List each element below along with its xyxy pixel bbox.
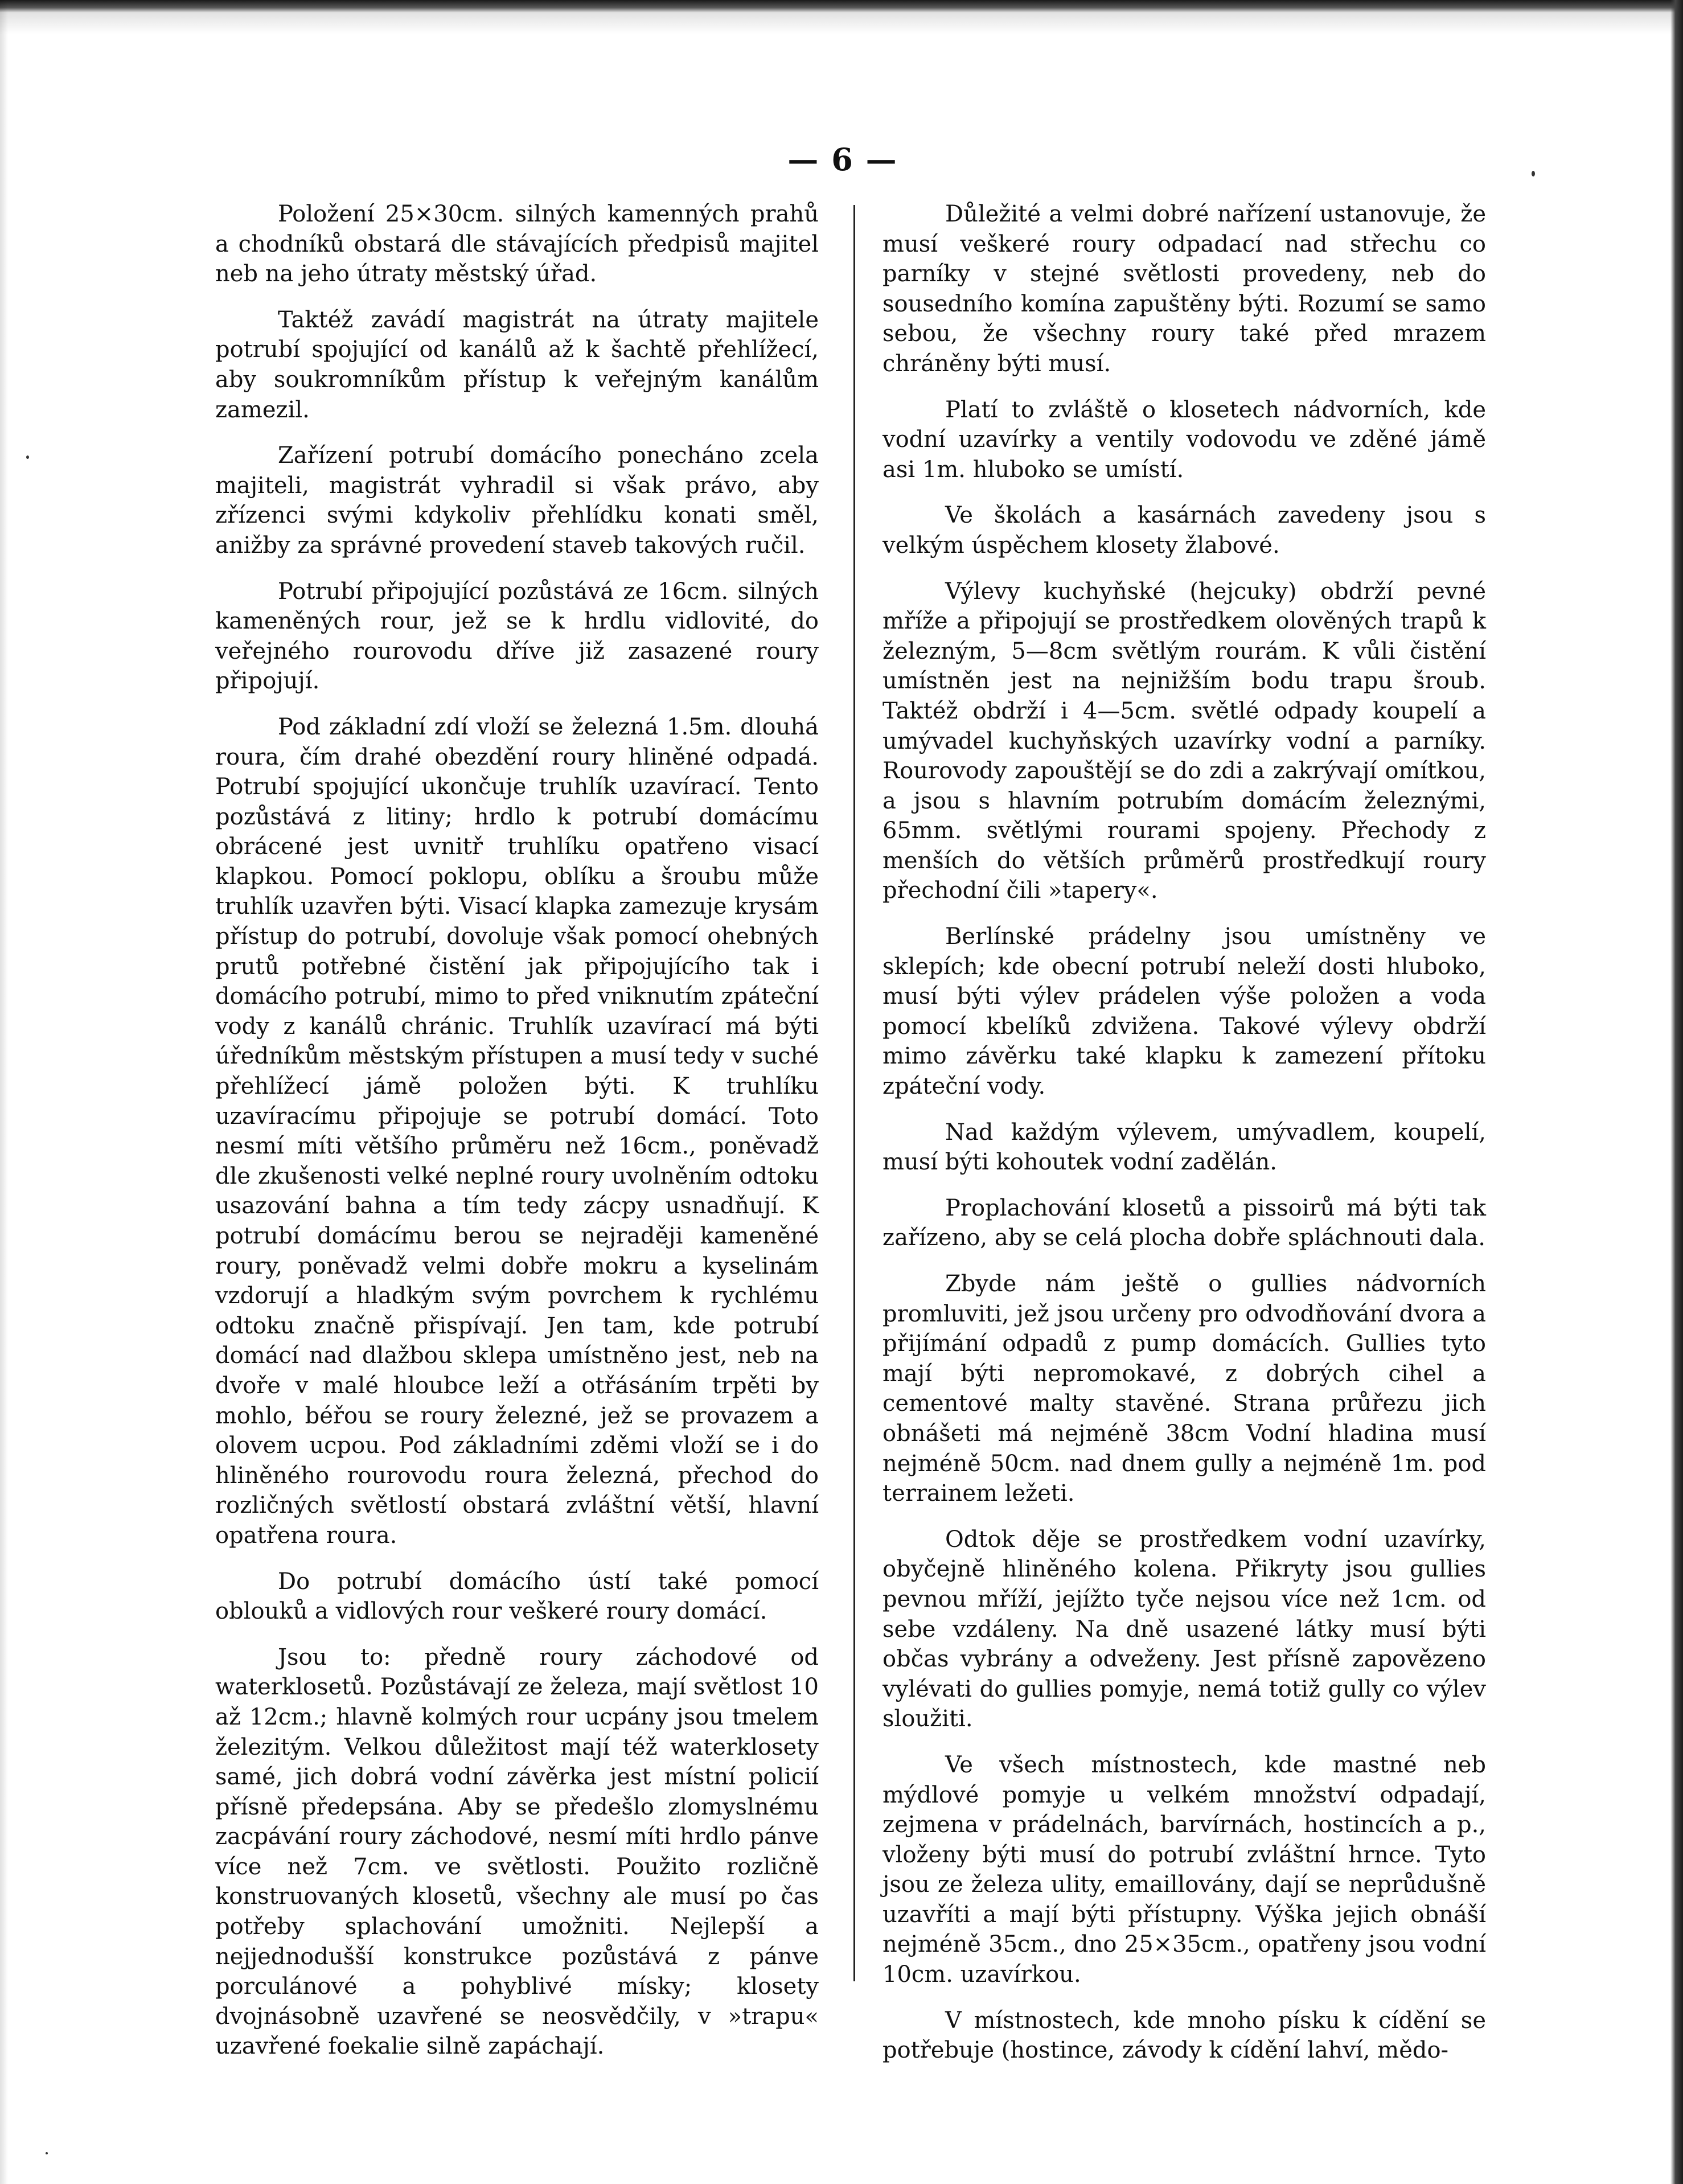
paragraph: V místnostech, kde mnoho písku k cídění se potřebuje (hostince, závody k cídění lahví, mědo- bbox=[882, 2007, 1486, 2064]
page-number: — 6 — bbox=[787, 141, 898, 178]
paragraph: Do potrubí domácího ústí také pomocí oblouků a vidlových rour veškeré roury domácí. bbox=[215, 1568, 819, 1625]
right-column bbox=[882, 199, 1486, 2082]
paragraph: Ve všech místnostech, kde mastné neb mýdlové pomyje u velkém množství odpadají, zejmena v prádelnách, barvírnách, hostincích a p., vloženy býti musí do potrubí zvláštní hrnce. Tyto jsou ze železa ulity, emaillovány, dají se neprůdušně uzavříti a mají býti přístupny. Výška jejich obnáší nejméně 35cm., dno 25×35cm., opatřeny jsou vodní 10cm. uzavírkou. bbox=[882, 1751, 1486, 1988]
column-divider bbox=[853, 205, 855, 1981]
scan-top-border bbox=[0, 0, 1683, 13]
paragraph: Platí to zvláště o klosetech nádvorních, kde vodní uzavírky a ventily vodovodu ve zděné jámě asi 1m. hluboko se umístí. bbox=[882, 396, 1486, 483]
left-column bbox=[215, 199, 819, 2078]
paragraph: Výlevy kuchyňské (hejcuky) obdrží pevné mříže a připojují se prostředkem olověných trapů k železným, 5—8cm světlým rourám. K vůli čistění umístněn jest na nejnižším bodu trapu šroub. Taktéž obdrží i 4—5cm. světlé odpady koupelí a umývadel kuchyňských uzavírky vodní a parníky. Rourovody zapouštějí se do zdi a zakrývají omítkou, a jsou s hlavním potrubím domácím železnými, 65mm. světlými rourami spojeny. Přechody z menších do větších průměrů prostředkují roury přechodní čili »tapery«. bbox=[882, 578, 1486, 904]
paragraph: Položení 25×30cm. silných kamenných prahů a chodníků obstará dle stávajících předpisů majitel neb na jeho útraty městský úřad. bbox=[215, 201, 819, 288]
scan-speck bbox=[46, 2152, 48, 2154]
scan-left-shadow bbox=[0, 0, 8, 2184]
paragraph: Odtok děje se prostředkem vodní uzavírky, obyčejně hliněného kolena. Přikryty jsou gullies pevnou mříží, jejížto tyče nejsou více než 1cm. od sebe vzdáleny. Na dně usazené látky musí býti občas vybrány a odveženy. Jest přísně zapovězeno vylévati do gullies pomyje, nemá totiž gully co výlev sloužiti. bbox=[882, 1526, 1486, 1733]
paragraph: Taktéž zavádí magistrát na útraty majitele potrubí spojující od kanálů až k šachtě přehlížecí, aby soukromníkům přístup k veřejným kanálům zamezil. bbox=[215, 306, 819, 423]
paragraph: Jsou to: předně roury záchodové od waterklosetů. Pozůstávají ze železa, mají světlost 10 až 12cm.; hlavně kolmých rour ucpány jsou tmelem železitým. Velkou důležitost mají též waterklosety samé, jich dobrá vodní závěrka jest místní policií přísně předepsána. Aby se předešlo zlomyslnému zacpávání roury záchodové, nesmí míti hrdlo pánve více než 7cm. ve světlosti. Použito rozličně konstruovaných klosetů, všechny ale musí po čas potřeby splachování umožniti. Nejlepší a nejjednodušší konstrukce pozůstává z pánve porculánové a pohyblivé mísky; klosety dvojnásobně uzavřené se neosvědčily, v »trapu« uzavřené foekalie silně zapáchají. bbox=[215, 1644, 819, 2060]
paragraph: Zařízení potrubí domácího ponecháno zcela majiteli, magistrát vyhradil si však právo, aby zřízenci svými kdykoliv přehlídku konati směl, anižby za správné provedení staveb takových ručil. bbox=[215, 442, 819, 559]
scan-right-border bbox=[1670, 0, 1683, 2184]
scan-speck bbox=[26, 455, 29, 459]
paragraph: Nad každým výlevem, umývadlem, koupelí, musí býti kohoutek vodní zadělán. bbox=[882, 1119, 1486, 1176]
paragraph: Proplachování klosetů a pissoirů má býti tak zařízeno, aby se celá plocha dobře spláchnouti dala. bbox=[882, 1194, 1486, 1251]
paragraph: Pod základní zdí vloží se železná 1.5m. dlouhá roura, čím drahé obezdění roury hliněné odpadá. Potrubí spojující ukončuje truhlík uzavírací. Tento pozůstává z litiny; hrdlo k potrubí domácímu obrácené jest uvnitř truhlíku opatřeno visací klapkou. Pomocí poklopu, oblíku a šroubu může truhlík uzavřen býti. Visací klapka zamezuje krysám přístup do potrubí, dovoluje však pomocí ohebných prutů potřebné čistění jak připojujícího tak i domácího potrubí, mimo to před vniknutím zpáteční vody z kanálů chránic. Truhlík uzavírací má býti úředníkům městským přístupen a musí tedy v suché přehlížecí jámě položen býti. K truhlíku uzavíracímu připojuje se potrubí domácí. Toto nesmí míti většího průměru než 16cm., poněvadž dle zkušenosti velké neplné roury uvolněním odtoku usazování bahna a tím tedy zácpy usnadňují. K potrubí domácímu berou se nejraději kameněné roury, poněvadž velmi dobře mokru a kyselinám vzdorují a hladkým svým povrchem k rychlému odtoku značně přispívají. Jen tam, kde potrubí domácí nad dlažbou sklepa umístněno jest, neb na dvoře v malé hloubce leží a otřásáním trpěti by mohlo, béřou se roury železné, jež se provazem a olovem ucpou. Pod základními zděmi vloží se i do hliněného rourovodu roura železná, přechod do rozličných světlostí obstará zvláštní větší, hlavní opatřena roura. bbox=[215, 713, 819, 1549]
paragraph: Ve školách a kasárnách zavedeny jsou s velkým úspěchem klosety žlabové. bbox=[882, 502, 1486, 559]
paragraph: Potrubí připojující pozůstává ze 16cm. silných kameněných rour, jež se k hrdlu vidlovité, do veřejného rourovodu dříve již zasazené roury připojují. bbox=[215, 578, 819, 695]
paragraph: Zbyde nám ještě o gullies nádvorních promluviti, jež jsou určeny pro odvodňování dvora a přijímání odpadů z pump domácích. Gullies tyto mají býti nepromokavé, z dobrých cihel a cementové malty stavěné. Strana průřezu jich obnášeti má nejméně 38cm Vodní hladina musí nejméně 50cm. nad dnem gully a nejméně 1m. pod terrainem ležeti. bbox=[882, 1271, 1486, 1507]
scan-speck bbox=[1532, 171, 1535, 176]
paragraph: Berlínské prádelny jsou umístněny ve sklepích; kde obecní potrubí neleží dosti hluboko, musí býti výlev prádelen výše položen a voda pomocí kbelíků zdvižena. Takové výlevy obdrží mimo závěrku také klapku k zamezení přítoku zpáteční vody. bbox=[882, 923, 1486, 1100]
paragraph: Důležité a velmi dobré nařízení ustanovuje, že musí veškeré roury odpadací nad střechu co parníky v stejné světlosti provedeny, neb do sousedního komína zapuštěny býti. Rozumí se samo sebou, že všechny roury také před mrazem chráněny býti musí. bbox=[882, 201, 1486, 377]
